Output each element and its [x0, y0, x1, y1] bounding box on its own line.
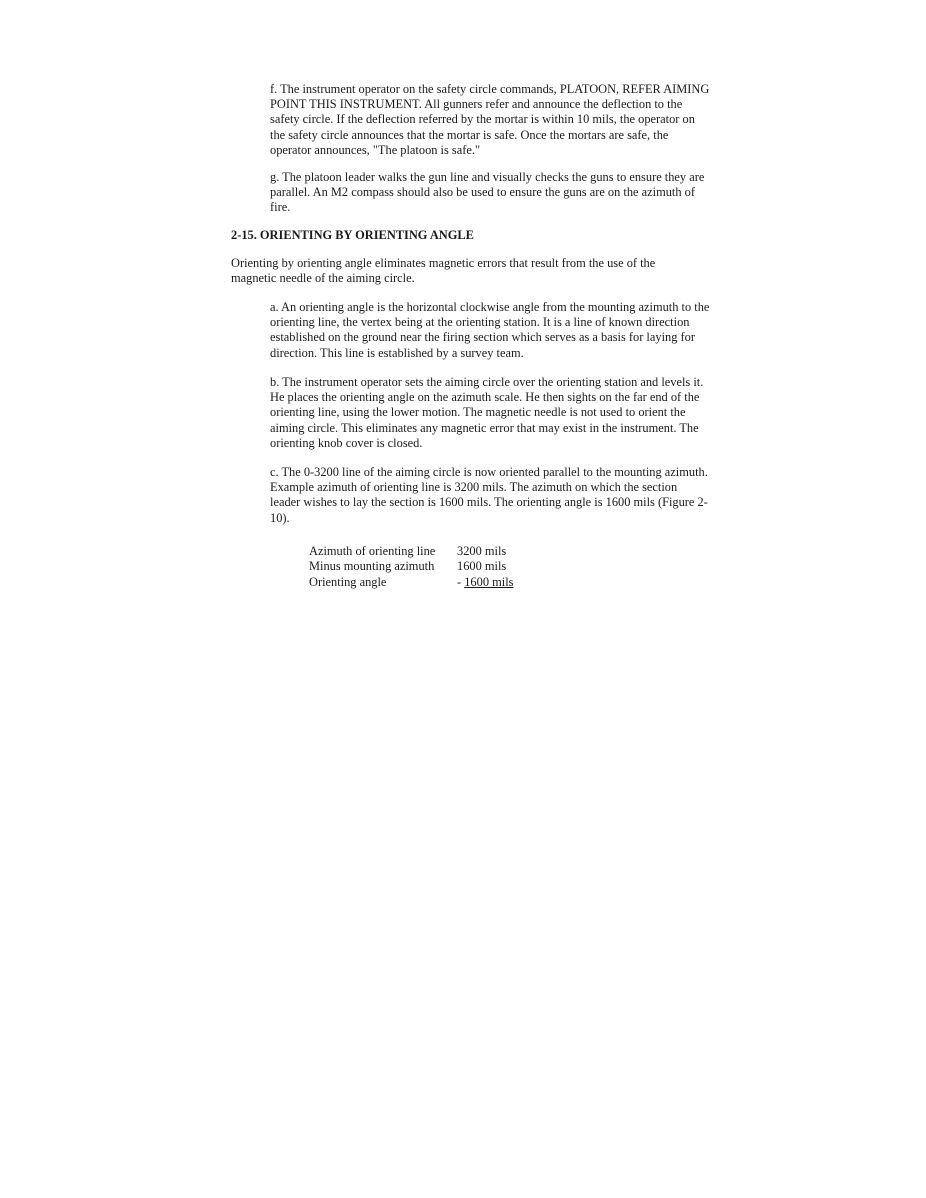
- paragraph-f: f. The instrument operator on the safety circle commands, PLATOON, REFER AIMING POINT THIS INSTRUMENT. All gunners refer and announce the deflection to the safety circle. If the deflection referred by the mortar is within 10 mils, the operator on the safety circle announces that the mortar is safe. Once the mortars are safe, the operator announces, "The platoon is safe.": [270, 82, 710, 157]
- section-heading: 2-15. ORIENTING BY ORIENTING ANGLE: [231, 228, 474, 242]
- orienting-angle-calculation: [309, 544, 513, 590]
- paragraph-g: g. The platoon leader walks the gun line and visually checks the guns to ensure they are parallel. An M2 compass should also be used to ensure the guns are on the azimuth of fire.: [270, 170, 705, 215]
- calc-value: 3200 mils: [457, 544, 507, 558]
- paragraph-a: a. An orienting angle is the horizontal clockwise angle from the mounting azimuth to the orienting line, the vertex being at the orienting station. It is a line of known direction established on the ground near the firing section which serves as a basis for laying for direction. This line is established by a survey team.: [270, 300, 710, 360]
- calc-result-value: 1600 mils: [464, 574, 514, 589]
- calc-label: Azimuth of orienting line: [309, 544, 436, 558]
- calc-row: [309, 559, 513, 574]
- calc-label: Minus mounting azimuth: [309, 559, 435, 574]
- calc-label: Orienting angle: [309, 574, 387, 589]
- calc-row: [309, 575, 513, 590]
- calc-minus-sign: -: [457, 574, 465, 589]
- calc-value: 1600 mils: [457, 559, 507, 574]
- paragraph-b: b. The instrument operator sets the aiming circle over the orienting station and levels it. He places the orienting angle on the azimuth scale. He then sights on the far end of the orienting line, using the lower motion. The magnetic needle is not used to orient the aiming circle. This eliminates any magnetic error that may exist in the instrument. The orienting knob cover is closed.: [270, 375, 704, 450]
- section-intro: Orienting by orienting angle eliminates magnetic errors that result from the use of the magnetic needle of the aiming circle.: [231, 256, 656, 286]
- calc-result: [457, 575, 513, 590]
- calc-row: [309, 544, 513, 559]
- paragraph-c: c. The 0-3200 line of the aiming circle is now oriented parallel to the mounting azimuth. Example azimuth of orienting line is 3200 mils. The azimuth on which the section leader wishes to lay the section is 1600 mils. The orienting angle is 1600 mils (Figure 2-10).: [270, 465, 708, 525]
